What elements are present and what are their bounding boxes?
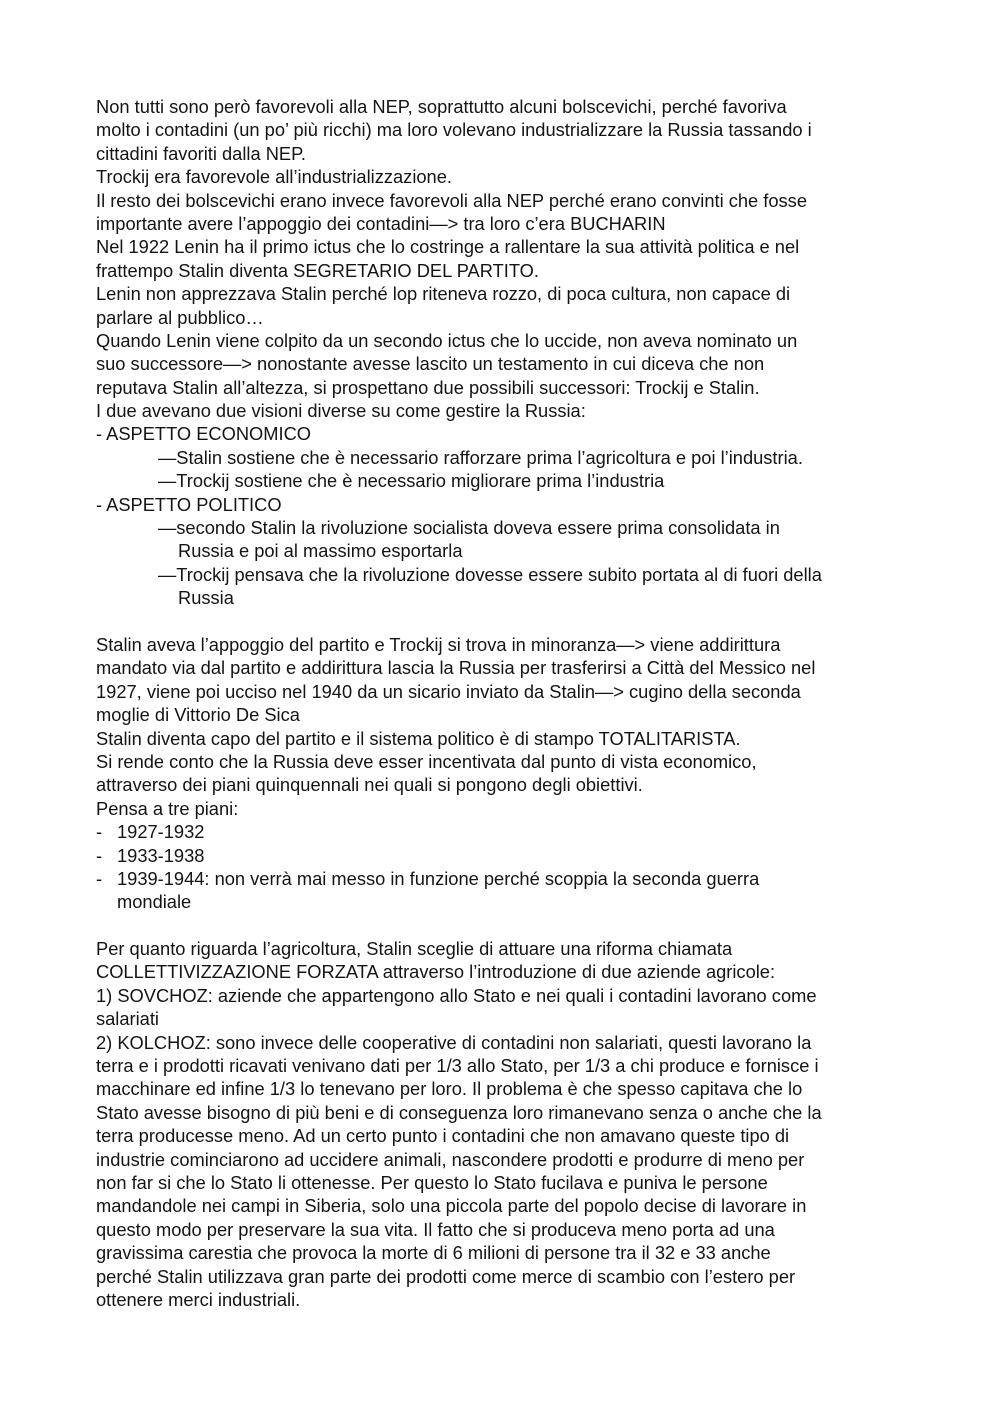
text-line: Stato avesse bisogno di più beni e di conseguenza loro rimanevano senza o anche che la xyxy=(96,1101,822,1123)
text-line: I due avevano due visioni diverse su come gestire la Russia: xyxy=(96,400,586,422)
text-line: reputava Stalin all’altezza, si prospettano due possibili successori: Trockij e Stalin. xyxy=(96,376,760,398)
list-piani xyxy=(96,820,916,914)
paragraph-spacer xyxy=(96,914,916,937)
list-item xyxy=(96,844,916,867)
text-line: 1927, viene poi ucciso nel 1940 da un sicario inviato da Stalin—> cugino della seconda xyxy=(96,680,801,702)
text-line: suo successore—> nonostante avesse lascito un testamento in cui diceva che non xyxy=(96,353,765,375)
text-line: Stalin diventa capo del partito e il sistema politico è di stampo TOTALITARISTA. xyxy=(96,727,741,749)
text-line: 1) SOVCHOZ: aziende che appartengono allo Stato e nei quali i contadini lavorano come xyxy=(96,984,817,1006)
text-line: importante avere l’appoggio dei contadini—> tra loro c’era BUCHARIN xyxy=(96,212,666,234)
text-line: industrie cominciarono ad uccidere animali, nascondere prodotti e produrre di meno per xyxy=(96,1148,805,1170)
text-line: perché Stalin utilizzava gran parte dei prodotti come merce di scambio con l’estero per xyxy=(96,1265,796,1287)
paragraph-stalin xyxy=(96,633,916,820)
list-item-continuation: mondiale xyxy=(117,891,192,913)
text-line: Pensa a tre piani: xyxy=(96,797,239,819)
list-heading: - ASPETTO POLITICO xyxy=(96,493,282,515)
paragraph-spacer xyxy=(96,610,916,633)
text-line: moglie di Vittorio De Sica xyxy=(96,704,300,726)
text-line: Lenin non apprezzava Stalin perché lop riteneva rozzo, di poca cultura, non capace di xyxy=(96,283,791,305)
list-item-text: 1939-1944: non verrà mai messo in funzione perché scoppia la seconda guerra xyxy=(117,867,760,889)
text-line: salariati xyxy=(96,1008,159,1030)
text-line: mandandole nei campi in Siberia, solo una piccola parte del popolo decise di lavorare in xyxy=(96,1195,807,1217)
text-line: terra producesse meno. Ad un certo punto i contadini che non amavano queste tipo di xyxy=(96,1125,790,1147)
list-item-continuation: Russia e poi al massimo esportarla xyxy=(178,540,463,562)
text-line: macchinare ed infine 1/3 lo tenevano per loro. Il problema è che spesso capitava che lo xyxy=(96,1078,803,1100)
text-line: attraverso dei piani quinquennali nei quali si pongono degli obiettivi. xyxy=(96,774,643,796)
text-line: Stalin aveva l’appoggio del partito e Trockij si trova in minoranza—> viene addirittura xyxy=(96,633,781,655)
list-item-continuation: Russia xyxy=(178,587,234,609)
list-item: —secondo Stalin la rivoluzione socialista doveva essere prima consolidata in xyxy=(158,517,780,539)
text-line: Il resto dei bolscevichi erano invece favorevoli alla NEP perché erano convinti che fosse xyxy=(96,189,807,211)
text-line: Per quanto riguarda l’agricoltura, Stalin sceglie di attuare una riforma chiamata xyxy=(96,938,733,960)
text-line: molto i contadini (un po’ più ricchi) ma loro volevano industrializzare la Russia tassando i xyxy=(96,119,812,141)
text-line: Non tutti sono però favorevoli alla NEP, soprattutto alcuni bolscevichi, perché favoriva xyxy=(96,96,787,117)
list-aspetto-politico xyxy=(96,493,916,610)
list-item-text: 1933-1938 xyxy=(117,844,205,866)
list-heading: - ASPETTO ECONOMICO xyxy=(96,423,312,445)
list-bullet: - xyxy=(96,821,103,843)
list-aspetto-economico xyxy=(96,422,916,492)
text-line: Si rende conto che la Russia deve esser incentivata dal punto di vista economico, xyxy=(96,750,757,772)
list-item xyxy=(96,867,916,890)
text-line: COLLETTIVIZZAZIONE FORZATA attraverso l’introduzione di due aziende agricole: xyxy=(96,961,776,983)
paragraph-agricoltura xyxy=(96,937,916,1311)
list-item-text: 1927-1932 xyxy=(117,821,205,843)
list-bullet: - xyxy=(96,844,103,866)
paragraph-nep xyxy=(96,95,916,422)
text-line: 2) KOLCHOZ: sono invece delle cooperative di contadini non salariati, questi lavorano la xyxy=(96,1031,812,1053)
list-item: —Stalin sostiene che è necessario rafforzare prima l’agricoltura e poi l’industria. xyxy=(158,446,803,468)
text-line: non far si che lo Stato li ottenesse. Per questo lo Stato fucilava e puniva le persone xyxy=(96,1171,768,1193)
text-line: questo modo per preservare la sua vita. Il fatto che si produceva meno porta ad una xyxy=(96,1218,775,1240)
list-bullet: - xyxy=(96,867,103,889)
list-item: —Trockij sostiene che è necessario migliorare prima l’industria xyxy=(158,470,665,492)
document-page xyxy=(96,95,916,1311)
text-line: terra e i prodotti ricavati venivano dati per 1/3 allo Stato, per 1/3 a chi produce e fornisce i xyxy=(96,1055,819,1077)
text-line: cittadini favoriti dalla NEP. xyxy=(96,142,307,164)
list-item: —Trockij pensava che la rivoluzione dovesse essere subito portata al di fuori della xyxy=(158,563,822,585)
text-line: gravissima carestia che provoca la morte di 6 milioni di persone tra il 32 e 33 anche xyxy=(96,1242,771,1264)
text-line: parlare al pubblico… xyxy=(96,306,264,328)
text-line: ottenere merci industriali. xyxy=(96,1288,301,1310)
text-line: mandato via dal partito e addirittura lascia la Russia per trasferirsi a Città del Messico nel xyxy=(96,657,816,679)
text-line: Quando Lenin viene colpito da un secondo ictus che lo uccide, non aveva nominato un xyxy=(96,329,798,351)
list-item xyxy=(96,820,916,843)
text-line: frattempo Stalin diventa SEGRETARIO DEL PARTITO. xyxy=(96,259,539,281)
text-line: Nel 1922 Lenin ha il primo ictus che lo costringe a rallentare la sua attività politica e nel xyxy=(96,236,800,258)
text-line: Trockij era favorevole all’industrializzazione. xyxy=(96,166,452,188)
